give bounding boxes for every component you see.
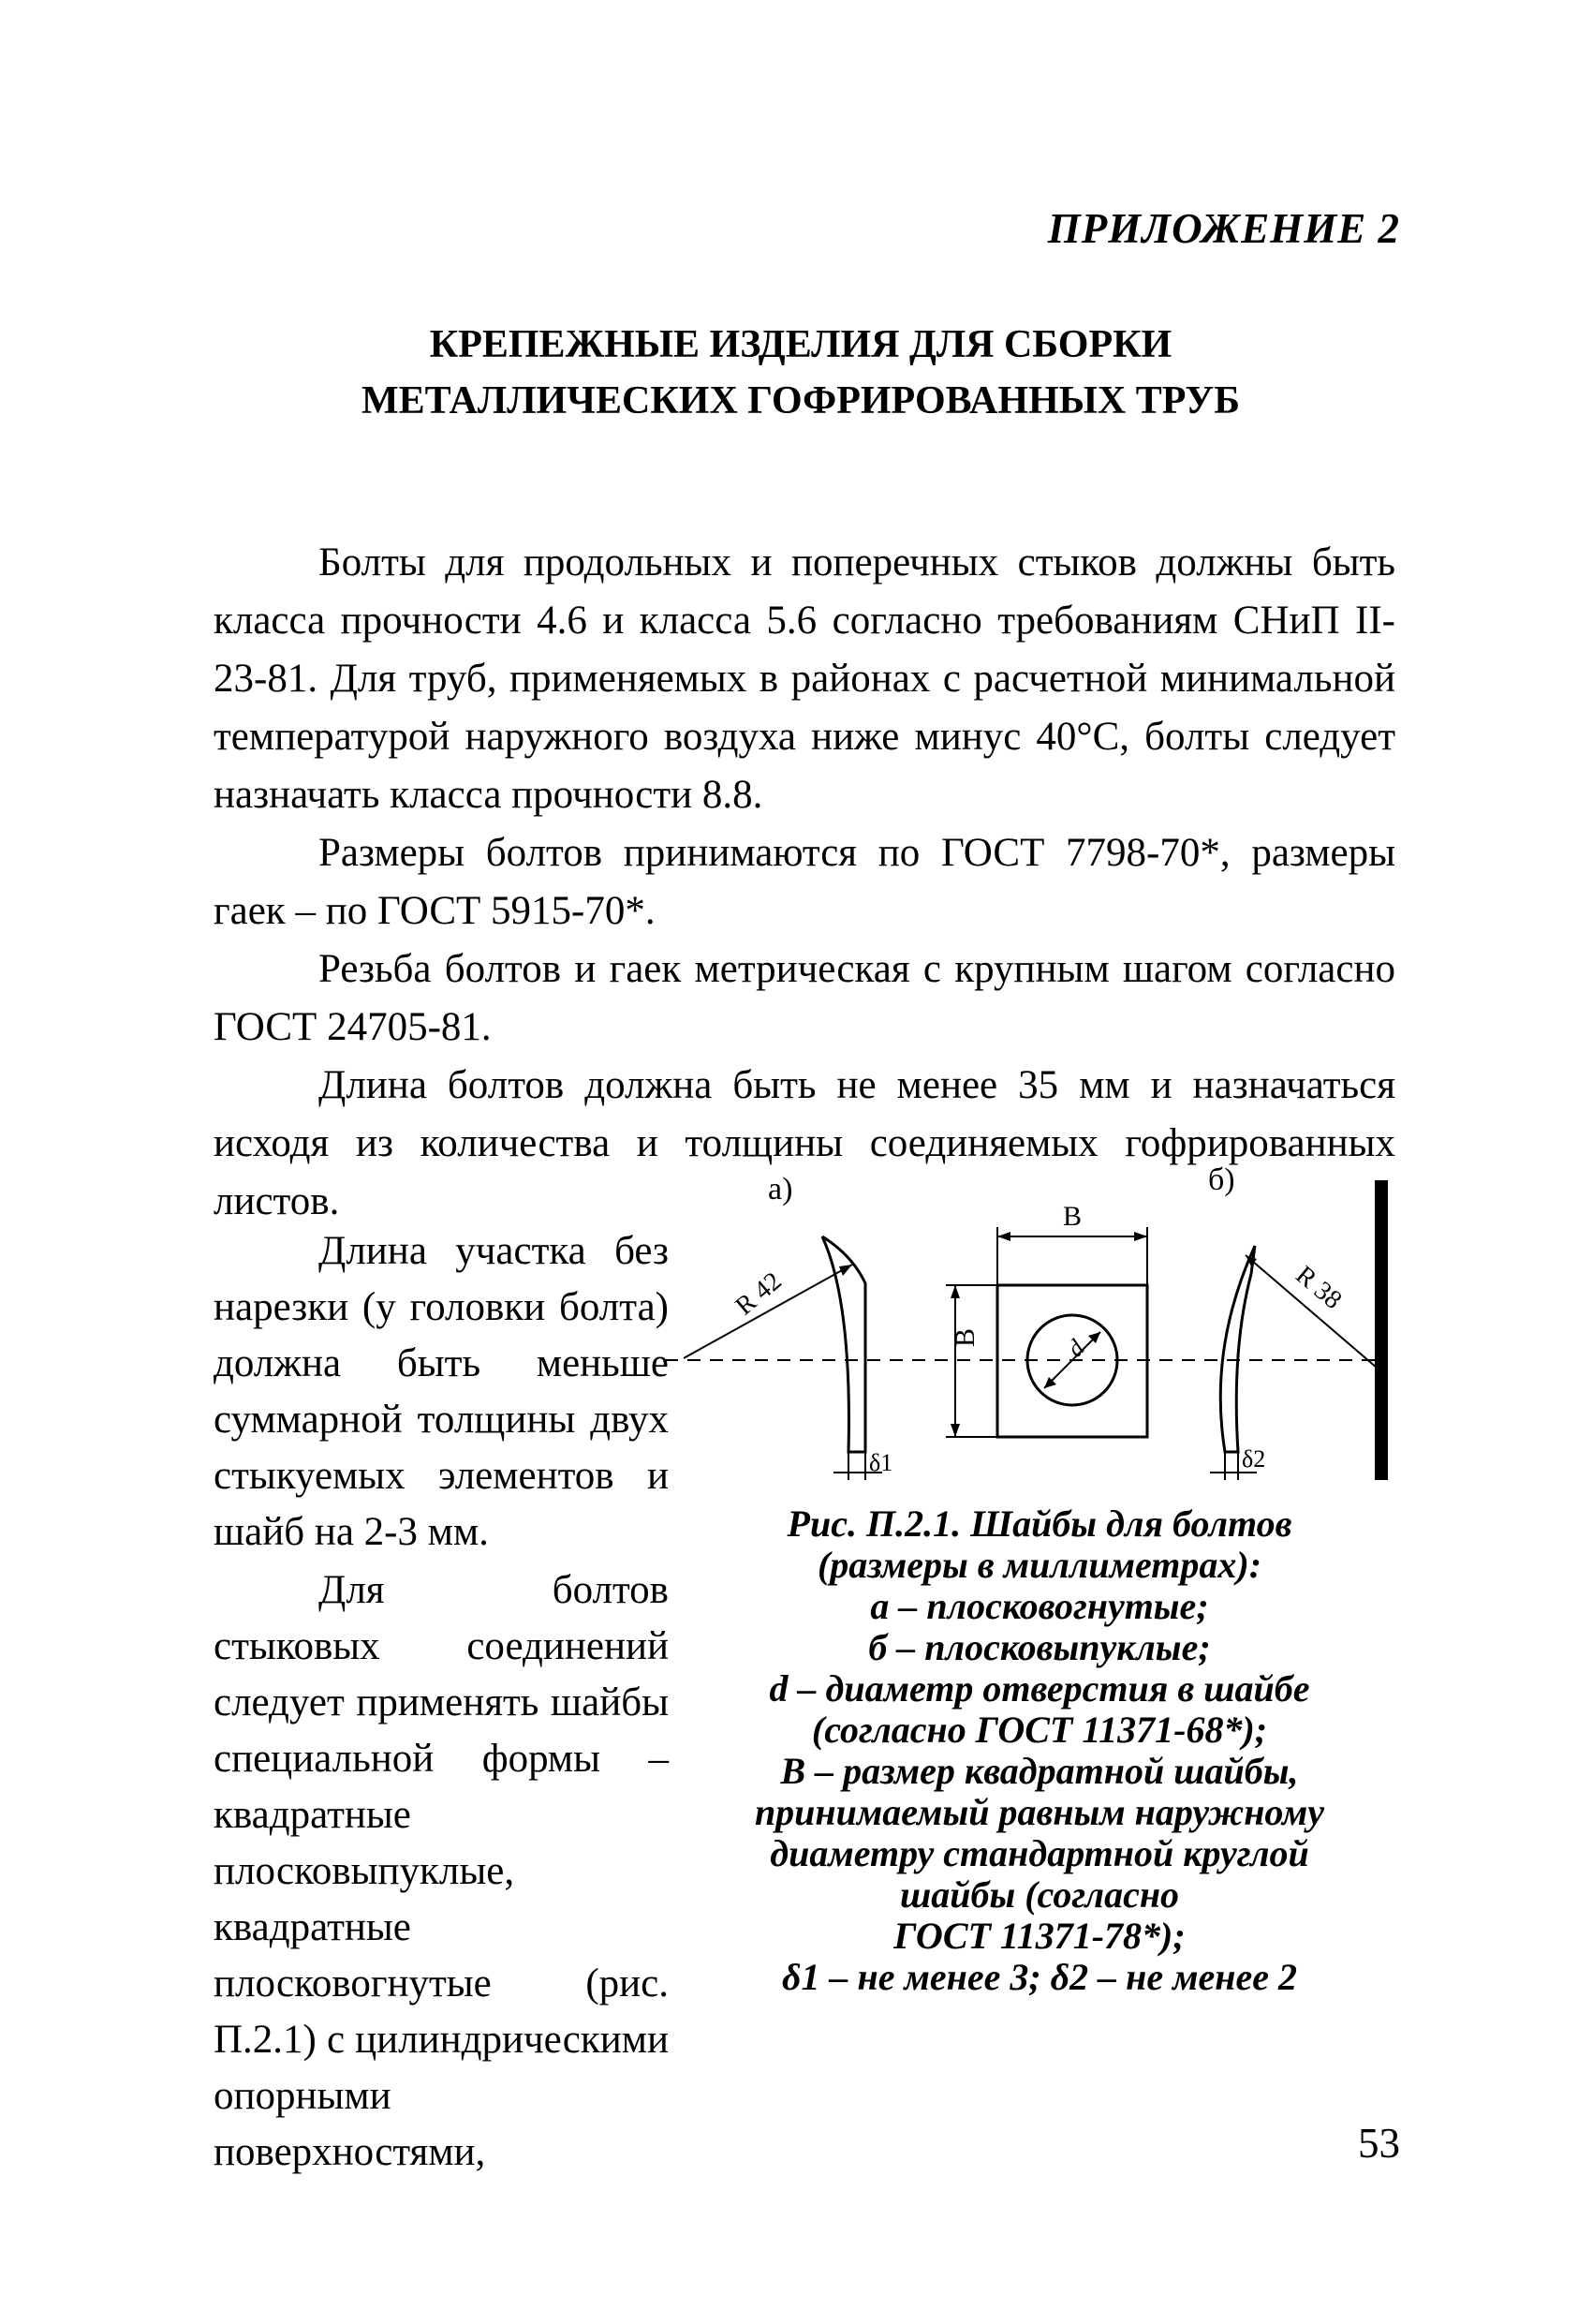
label-r42: R 42 [730,1266,788,1322]
label-delta2: δ2 [1242,1445,1266,1473]
paragraph-washers: Для болтов стыковых соединений следует применять шайбы специальной формы – квадратные плосковыпуклые, квадратные плосковогнутые (рис. П.2.1) с цилиндрическими опорными поверхностями, [214,1568,669,2174]
label-b-side: В [950,1327,981,1347]
label-b-top: В [1063,1201,1083,1232]
label-b: б) [1208,1162,1235,1197]
label-r38: R 38 [1290,1260,1348,1315]
caption-line: Рис. П.2.1. Шайбы для болтов [787,1502,1292,1545]
caption-line: (размеры в миллиметрах): [817,1544,1262,1586]
caption-line: диаметру стандартной круглой [770,1832,1309,1874]
washer-convex [1210,1246,1377,1480]
caption-line: б – плосковыпуклые; [868,1626,1211,1668]
washer-concave [684,1236,892,1480]
figure-caption [674,1503,1405,1998]
caption-line: а – плосковогнутые; [870,1585,1209,1627]
caption-line: принимаемый равным наружному [754,1791,1325,1833]
square-washer [946,1201,1147,1437]
page-title [215,317,1386,429]
paragraph-bolt-length: Длина болтов должна быть не менее 35 мм и назначаться исходя из количества и толщины соединяемых гофрированных листов. [214,1063,1395,1223]
title-line-2: МЕТАЛЛИЧЕСКИХ ГОФРИРОВАННЫХ ТРУБ [361,379,1240,422]
label-delta1: δ1 [869,1449,893,1476]
caption-line: В – размер квадратной шайбы, [780,1750,1299,1792]
title-line-1: КРЕПЕЖНЫЕ ИЗДЕЛИЯ ДЛЯ СБОРКИ [429,323,1172,366]
appendix-label: ПРИЛОЖЕНИЕ 2 [1047,205,1400,252]
caption-line: d – диаметр отверстия в шайбе [769,1667,1310,1710]
label-d: d [1061,1334,1090,1363]
reference-bar [1375,1180,1388,1480]
caption-line: ГОСТ 11371-78*); [893,1915,1186,1957]
caption-line: (согласно ГОСТ 11371-68*); [811,1709,1268,1751]
label-a: а) [768,1172,793,1206]
paragraph-thread: Резьба болтов и гаек метрическая с крупным шагом согласно ГОСТ 24705-81. [214,947,1395,1049]
paragraph-unthreaded: Длина участка без нарезки (у головки болта) должна быть меньше суммарной толщины двух стыкуемых элементов и шайб на 2-3 мм. [214,1229,669,1554]
caption-line: шайбы (согласно [899,1873,1180,1916]
paragraph-bolt-sizes: Размеры болтов принимаются по ГОСТ 7798-70*, размеры гаек – по ГОСТ 5915-70*. [214,831,1395,933]
washer-figure [665,1162,1405,1499]
page-number: 53 [1358,2120,1400,2167]
caption-line: δ1 – не менее 3; δ2 – не менее 2 [782,1956,1297,1998]
paragraph-bolts-class: Болты для продольных и поперечных стыков должны быть класса прочности 4.6 и класса 5.6 согласно требованиям СНиП II-23-81. Для труб, применяемых в районах с расчетной минимальной температурой наружного воздуха ниже минус 40°С, болты следует назначать класса прочности 8.8. [214,540,1395,817]
